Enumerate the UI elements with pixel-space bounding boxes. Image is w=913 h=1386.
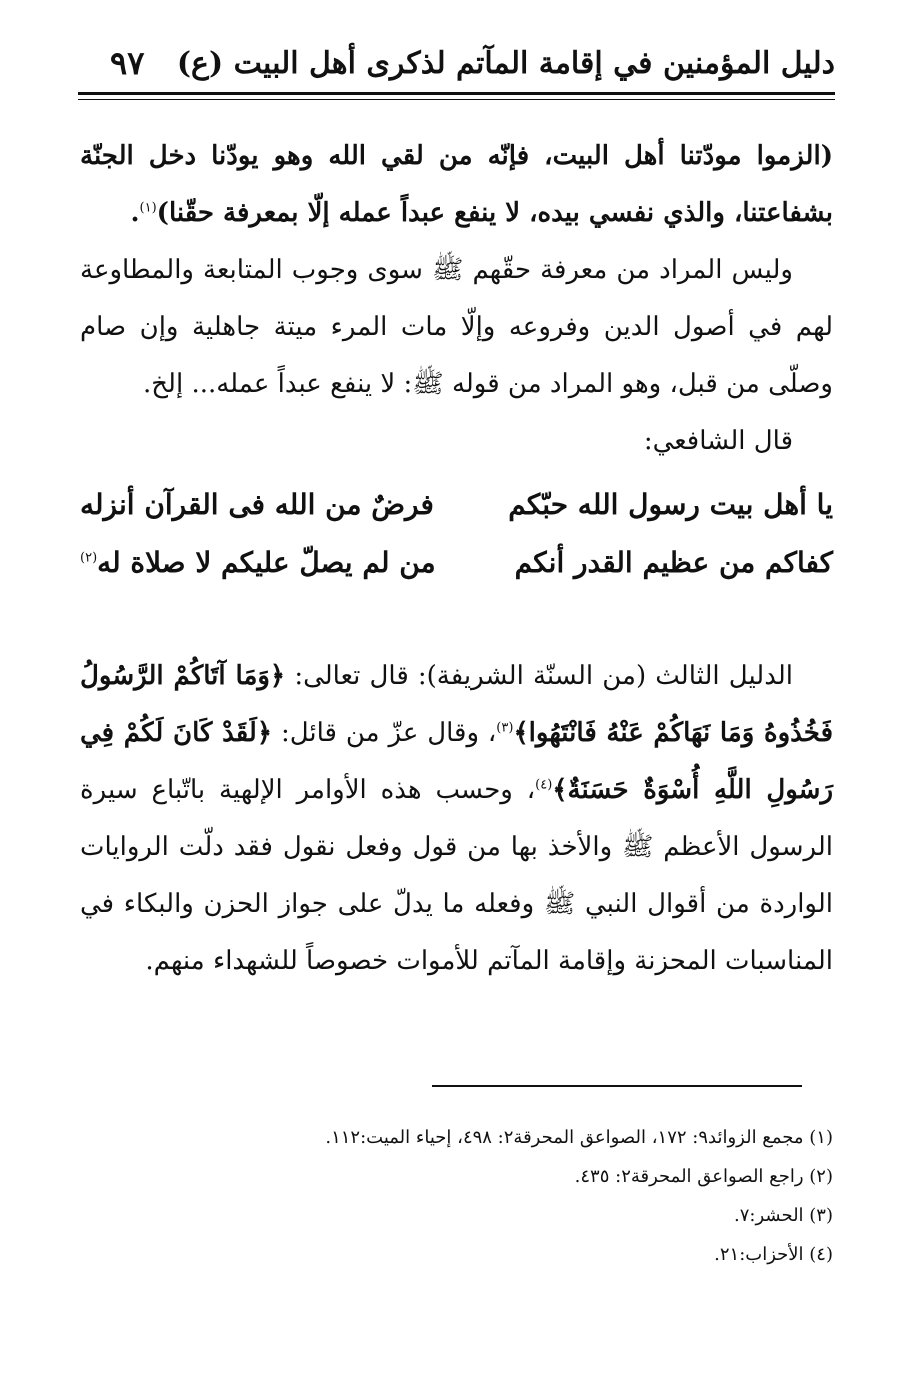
shafii-intro: قال الشافعي: [643, 426, 793, 456]
hadith-line-2: بشفاعتنا، والذي نفسي بيده، لا ينفع عبداً عمله إلّا بمعرفة حقّنا) [156, 198, 833, 228]
paragraph-2-intro: الدليل الثالث (من السنّة الشريفة): قال تعالى: [285, 661, 794, 691]
paragraph-1: وليس المراد من معرفة حقّهم ﷺ سوى وجوب المتابعة والمطاوعة لهم في أصول الدين وفروعه وإلّا مات المرء ميتة جاهلية وإن صام وصلّى من قبل، وهو المراد من قوله ﷺ: لا ينفع عبداً عمله... إلخ. [80, 255, 833, 399]
footnote-3: (٣) الحشر:٧. [733, 1205, 833, 1226]
footnote-4: (٤) الأحزاب:٢١. [714, 1244, 833, 1265]
quran-verse-1: ﴿وَمَا آتَاكُمْ الرَّسُولُ فَخُذُوهُ وَمَا نَهَاكُمْ عَنْهُ فَانْتَهُوا﴾ [80, 661, 833, 748]
hadith-line-1: (الزموا مودّتنا أهل البيت، فإنّه من لقي الله وهو يودّنا دخل الجنّة [80, 141, 833, 171]
hadith-quote [80, 128, 833, 242]
footnotes [80, 1118, 833, 1274]
verse-1-second-hemistich: فرضٌ من الله فى القرآن أنزله [80, 488, 434, 521]
page-header [78, 38, 835, 98]
poem-verse-2 [80, 534, 833, 592]
footnote-marker-2: (٢) [80, 550, 98, 566]
footnote-marker-1: (١) [139, 200, 157, 216]
paragraph-2-rest: ، وحسب هذه الأوامر الإلهية باتّباع سيرة الرسول الأعظم ﷺ والأخذ بها من قول وفعل نقول فقد دلّت الروايات الواردة من أقوال النبي ﷺ وفعله ما يدلّ على جواز الحزن والبكاء في المناسبات المحزنة وإقامة المآتم للأموات خصوصاً للشهداء منهم. [80, 775, 833, 976]
verse-1-first-hemistich: يا أهل بيت رسول الله حبّكم [508, 488, 833, 521]
verse-2-first-hemistich: كفاكم من عظيم القدر أنكم [514, 546, 833, 579]
footnote-marker-3: (٣) [496, 720, 514, 736]
paragraph-2 [80, 648, 833, 990]
verse-2-second-text: من لم يصلّ عليكم لا صلاة له [97, 546, 436, 579]
footnote-marker-4: (٤) [535, 777, 553, 793]
page-number: ٩٧ [110, 44, 145, 82]
footnote-2: (٢) راجع الصواعق المحرقة٢: ٤٣٥. [574, 1166, 833, 1187]
poem [80, 476, 833, 592]
hadith-end: . [130, 198, 140, 228]
paragraph-2-mid: ، وقال عزّ من قائل: [272, 718, 497, 748]
main-text [80, 128, 833, 990]
header-rule-thin [78, 99, 835, 100]
verse-2-second-hemistich [80, 534, 436, 592]
poem-verse-1 [80, 476, 833, 534]
section-gap [80, 592, 833, 648]
quran-verse-2: ﴿لَقَدْ كَانَ لَكُمْ فِي رَسُولِ اللَّهِ أُسْوَةٌ حَسَنَةٌ﴾ [80, 718, 834, 805]
running-title: دليل المؤمنين في إقامة المآتم لذكرى أهل البيت (ع) [176, 46, 835, 81]
footnote-1: (١) مجمع الزوائد٩: ١٧٢، الصواعق المحرقة٢: ٤٩٨، إحياء الميت:١١٢. [325, 1127, 833, 1148]
footnote-separator [432, 1085, 802, 1087]
header-rule-thick [78, 92, 835, 95]
